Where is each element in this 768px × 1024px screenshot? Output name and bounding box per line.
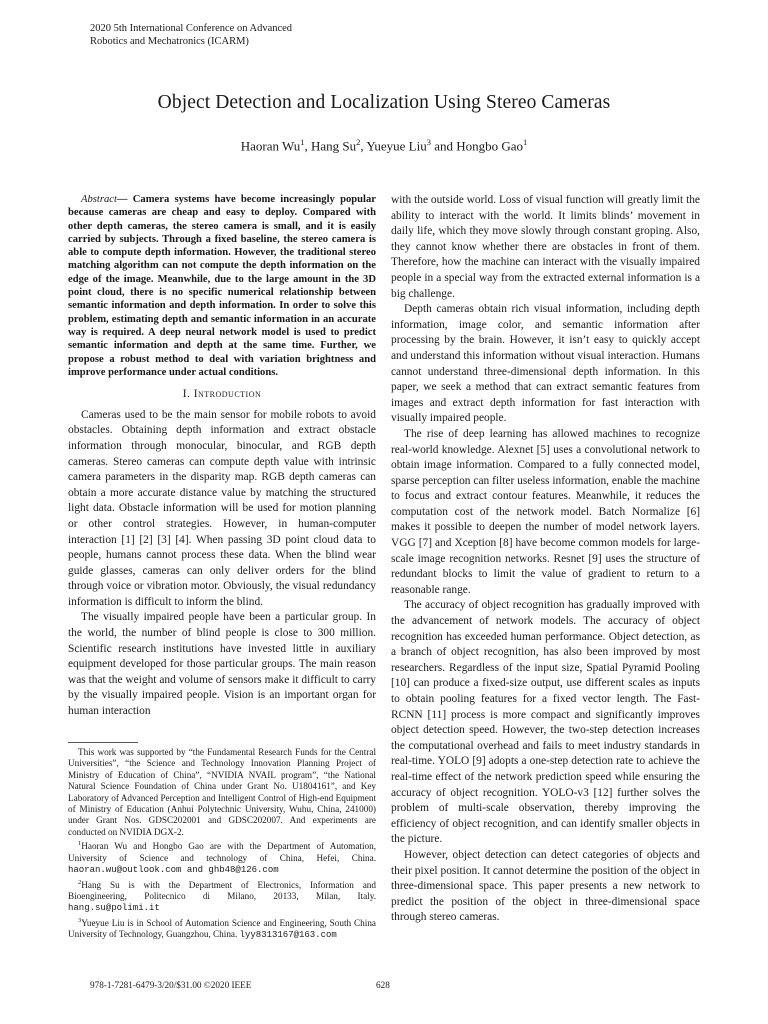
affiliation-text: Hang Su is with the Department of Electronics, Information and Bioengineering, Politecnico di Milano, 20133, Milan, Italy. [68,879,376,901]
affiliation-text: Haoran Wu and Hongbo Gao are with the Department of Automation, University of Science and technology of China, Hefei, China. [68,841,376,863]
abstract [68,193,376,379]
footnote-mark: 2 [78,878,82,886]
email-link[interactable]: haoran.wu@outlook.com and ghb48@126.com [68,865,279,876]
footnote-mark: 3 [78,916,82,924]
author-name: Haoran Wu [240,138,301,154]
paragraph: with the outside world. Loss of visual function will greatly limit the ability to interact with the world. It limits blinds’ movement in daily life, which they move slowly through constant groping. Also, they cannot know whether there are obstacles in front of them. Therefore, how the machine can interact with the visually impaired people in a special way from the extracted external information is a big challenge. [391,194,700,300]
author-name: Hang Su [310,138,357,154]
author-list [0,137,768,154]
left-column [68,193,376,720]
paragraph: The accuracy of object recognition has gradually improved with the advancement of network models. The accuracy of object recognition has exceeded human performance. Object detection, as a branch of object recognition, has also been improved by most researchers. Regardless of the input size, Spatial Pyramid Pooling [10] can produce a fixed-size output, use different scales as inputs to obtain pooling features for a fixed vector length. The Fast-RCNN [11] process is more compact and significantly improves object detection speed. However, the two-step detection increases the computational overhead and fails to meet industry standards in real-time. YOLO [9] adopts a one-step detection rate to achieve the real-time effect of the network prediction speed while ensuring the accuracy of object recognition. YOLO-v3 [12] further solves the problem of multi-scale observation, thereby improving the efficiency of object recognition, and can identify smaller objects in the picture. [391,599,700,846]
page-number: 628 [376,980,390,990]
affiliation-text: Yueyue Liu is in School of Automation Science and Engineering, South China University of Technology, Guangzhou, China. [68,917,376,940]
paragraph: The visually impaired people have been a particular group. In the world, the number of blind people is close to 300 million. Scientific research institutions have invested little in auxiliary equipment developed for those particular groups. The main reason was that the weight and volume of sensors make it difficult to carry by the visually impaired people. Vision is an important organ for human interaction [68,611,376,718]
author-separator: and [430,138,457,154]
right-column [391,193,700,926]
conference-header [90,22,292,48]
email-link[interactable]: hang.su@polimi.it [68,903,160,914]
author-affiliation-mark: 1 [300,137,305,147]
affiliation-footnote-3 [68,915,376,942]
abstract-text: Camera systems have become increasingly popular because cameras are cheap and easy to deploy. Compared with other depth cameras, the stereo camera is small, and it is easily carried by subjects. Through a fixed baseline, the stereo camera is able to compute depth information. However, the traditional stereo matching algorithm can not compute the depth information on the edge of the image. Meanwhile, due to the large amount in the 3D point cloud, there is no specific numerical relationship between semantic information and depth information. In order to solve this problem, estimating depth and semantic information in an accurate way is required. A deep neural network model is used to predict semantic information and depth at the same time. Further, we propose a robust method to deal with variation brightness and improve performance under actual conditions. [68,194,376,378]
conference-line-2: Robotics and Mechatronics (ICARM) [90,36,249,47]
footnote-mark: 1 [78,840,82,848]
paragraph: The rise of deep learning has allowed machines to recognize real-world knowledge. Alexnet [5] uses a convolutional network to obtain image information. Compared to a fully connected model, sparse perception can filter useless information, enable the machine to focus and extract contour features. Meanwhile, it reduces the computation cost of the network model. Batch Normalize [6] makes it possible to deepen the number of model network layers. VGG [7] and Xception [8] have become common models for large-scale image recognition networks. Resnet [9] uses the structure of redundant blocks to limit the value of gradient to return to a reasonable range. [391,427,700,596]
author-name: Yueyue Liu [366,138,427,154]
section-title: Introduction [193,388,262,401]
affiliation-footnote-1 [68,838,376,876]
footnote-rule [68,742,138,743]
paper-title: Object Detection and Localization Using Stereo Cameras [157,92,611,113]
footnotes [68,747,376,942]
author-affiliation-mark: 1 [523,137,528,147]
author-affiliation-mark: 3 [426,137,431,147]
paragraph: Cameras used to be the main sensor for mobile robots to avoid obstacles. Obtaining depth information and extract obstacle information through monocular, binocular, and RGB depth cameras. Stereo cameras can compute depth value with intrinsic camera parameters in the disparity map. RGB depth cameras can obtain a more accurate distance value by matching the structured light data. Obstacle information will be used for motion planning or other control strategies. However, in human-computer interaction [1] [2] [3] [4]. When passing 3D point cloud data to people, humans cannot process these data. When the blind wear guide glasses, cameras can only deliver orders for the blind through voice or vibration motor. Obviously, the visual redundancy information is difficult to inform the blind. [68,408,376,608]
abstract-label: Abstract [81,194,117,205]
isbn-copyright: 978-1-7281-6479-3/20/$31.00 ©2020 IEEE [90,980,252,990]
paragraph: Depth cameras obtain rich visual information, including depth information, image color, and semantic information after processing by the brain. However, it isn’t easy to quickly accept and understand this information without visual interaction. Humans cannot understand three-dimensional depth information. In this paper, we seek a method that can extract semantic features from images and extract depth information for fast interaction with visually impaired people. [391,303,700,425]
author-name: Hongbo Gao [456,138,524,154]
author-separator: , [360,138,367,154]
author-separator: , [304,138,311,154]
abstract-dash: — [116,194,133,205]
section-number: I. [182,388,194,401]
section-heading-introduction [68,387,376,403]
author-affiliation-mark: 2 [356,137,361,147]
conference-line-1: 2020 5th International Conference on Advanced [90,23,293,34]
email-link[interactable]: lyy8313167@163.com [239,930,337,941]
affiliation-footnote-2 [68,877,376,915]
paragraph: However, object detection can detect categories of objects and their pixel position. It cannot determine the position of the object in three-dimensional space. This paper presents a new network to predict the position of the object in three-dimensional space through stereo cameras. [391,848,700,924]
funding-footnote: This work was supported by “the Fundamental Research Funds for the Central Universities”, “the Science and Technology Innovation Planning Project of Ministry of Education of China”, “NVIDIA NVAIL program”, “the National Natural Science Foundation of China under Grant No. U1804161”, and Key Laboratory of Advanced Perception and Intelligent Control of High-end Equipment of Ministry of Education (Anhui Polytechnic University, Wuhu, China, 241000) under Grant Nos. GDSC202001 and GDSC202007. And experiments are conducted on NVIDIA DGX-2. [68,747,376,837]
